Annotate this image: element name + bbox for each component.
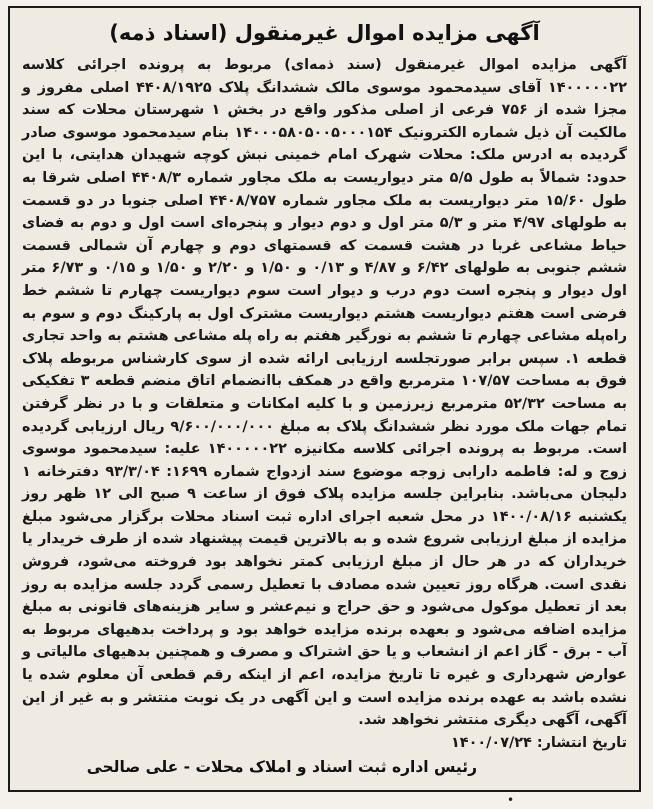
notice-body: آگهی مزایده اموال غیرمنقول (سند ذمه‌ای) مربوط به پرونده اجرائی کلاسه ۱۴۰۰۰۰۰۲۲ آقای سیدمحمود موسوی مالک ششدانگ پلاک ۴۴۰۸/۱۹۲۵ اصلی مفروز و مجزا شده از ۷۵۶ فرعی از اصلی مذکور واقع در بخش ۱ شهرستان محلات که سند مالکیت آن ذیل شماره الکترونیک ۱۴۰۰۰۵۸۰۵۰۰۵۰۰۰۱۵۴ بنام سیدمحمود موسوی صادر گردیده به ادرس ملک: محلات شهرک امام خمینی نبش کوچه شهیدان هدایتی، با این حدود: شمالاً به طول ۵/۵ متر دیواریست به ملک مجاور شماره ۴۴۰۸/۳ اصلی شرقا به طول ۱۵/۶۰ متر دیواریست به ملک مجاور شماره ۴۴۰۸/۷۵۷ اصلی جنوبا در دو قسمت به طولهای ۴/۹۷ متر و ۵/۳ متر اول و دوم دیوار و پنجره‌ای است اول و دوم به فضای حیاط مشاعی غربا در هشت قسمت که قسمتهای دوم و چهارم آن شمالی قسمت ششم جنوبی به طولهای ۶/۴۲ و ۴/۸۷ و ۰/۱۳ و ۱/۵۰ و ۲/۲۰ و ۱/۵۰ و ۰/۱۵ و ۶/۷۳ متر اول دیوار و پنجره است دوم درب و دیوار است سوم دیواریست چهارم تا ششم خط فرضی است هفتم دیواریست هشتم دیواریست مشترک اول به پارکینگ دوم و سوم به راه‌پله مشاعی چهارم تا ششم به نورگیر هفتم به راه پله مشاعی هشتم به واحد تجاری قطعه ۱. سپس برابر صورتجلسه ارزیابی ارائه شده از سوی کارشناس مربوطه پلاک فوق به مساحت ۱۰۷/۵۷ مترمربع واقع در همکف باانضمام اتاق منضم قطعه ۳ تفکیکی به مساحت ۵۲/۳۲ مترمربع زیرزمین و با کلیه امکانات و متعلقات و با در نظر گرفتن تمام جهات ملک مورد نظر ششدانگ پلاک به مبلغ ۹/۶۰۰/۰۰۰/۰۰۰ ریال ارزیابی گردیده است. مربوط به پرونده اجرائی کلاسه مکانیزه ۱۴۰۰۰۰۰۲۲ علیه: سیدمحمود موسوی زوج و له: فاطمه دارابی زوجه موضوع سند ازدواج شماره ۱۶۹۹: ۹۳/۳/۰۴ دفترخانه ۱ دلیجان می‌باشد. بنابراین جلسه مزایده پلاک فوق از ساعت ۹ صبح الی ۱۲ ظهر روز یکشنبه ۱۴۰۰/۰۸/۱۶ در محل شعبه اجرای اداره ثبت اسناد محلات برگزار می‌شود مبلغ مزایده از مبلغ ارزیابی شروع شده و به بالاترین قیمت پیشنهاد شده از طرف خریدار یا خریداران که در هر حال از مبلغ ارزیابی کمتر نخواهد بود فروخته می‌شود، فروش نقدی است. هرگاه روز تعیین شده مصادف با تعطیل رسمی گردد جلسه مزایده به روز بعد از تعطیل موکول می‌شود و حق حراج و نیم‌عشر و سایر هزینه‌های قانونی به مبلغ مزایده اضافه می‌شود و بعهده برنده مزایده خواهد بود و پرداخت بدهیهای مربوط به آب - برق - گاز اعم از انشعاب و یا حق اشتراک و مصرف و همچنین بدهیهای مالیاتی و عوارض شهرداری و غیره تا تاریخ مزایده، اعم از اینکه رقم قطعی آن معلوم شده یا نشده باشد به عهده برنده مزایده است و این آگهی در یک نوبت منتشر و به غیر از این آگهی، آگهی دیگری منتشر نخواهد شد. [22,57,628,729]
publication-date-value: ۱۴۰۰/۰۷/۲۴ [451,734,532,751]
signature-line: رئیس اداره ثبت اسناد و املاک محلات - علی صالحی [86,757,477,776]
notice-frame [8,6,641,792]
notice-title: آگهی مزایده اموال غیرمنقول (اسناد ذمه) [109,21,540,45]
scan-speck-icon: • [507,793,515,807]
publication-date-label: تاریخ انتشار: [536,734,627,751]
publication-date [22,732,627,754]
